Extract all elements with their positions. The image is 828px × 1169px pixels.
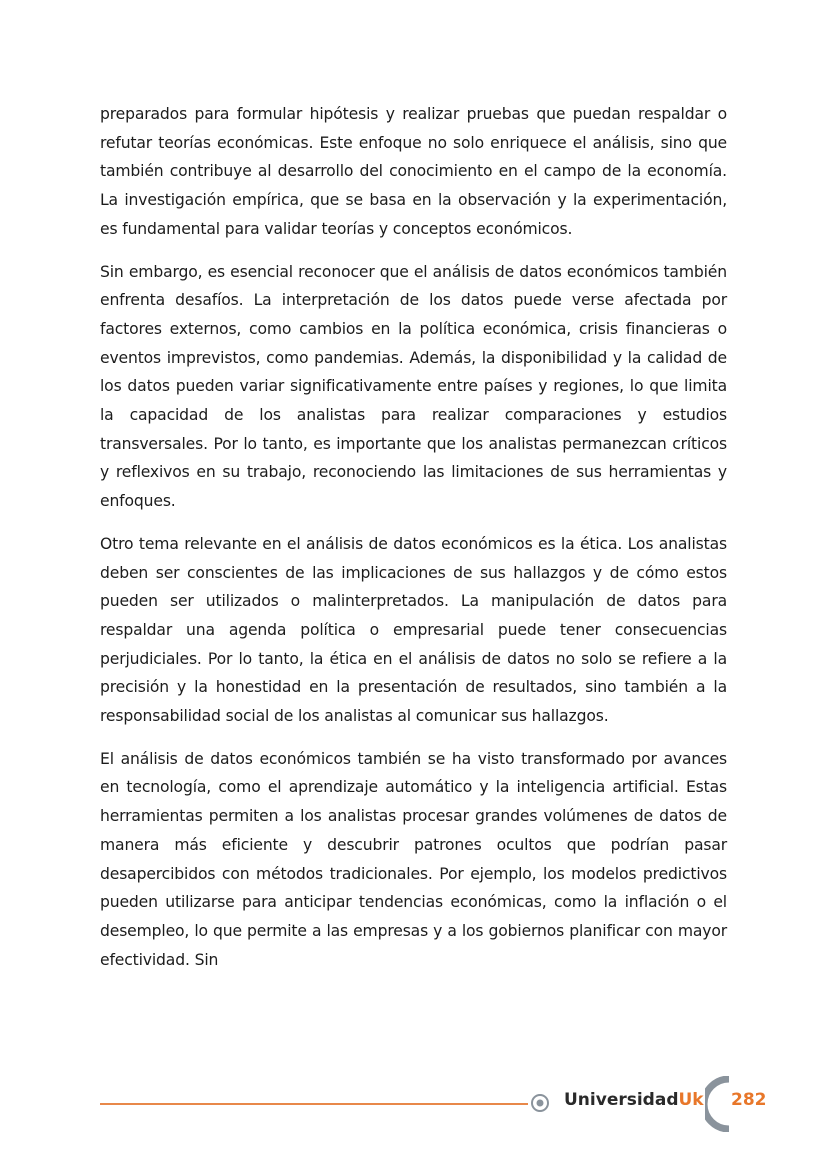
page-arc-icon bbox=[705, 1076, 733, 1132]
paragraph: Sin embargo, es esencial reconocer que el análisis de datos económicos también enfrenta desafíos. La interpretación de los datos puede verse afectada por factores externos, como cambios en la política económica, crisis financieras o eventos imprevistos, como pandemias. Además, la disponibilidad y la calidad de los datos pueden variar significativamente entre países y regiones, lo que limita la capacidad de los analistas para realizar comparaciones y estudios transversales. Por lo tanto, es importante que los analistas permanezcan críticos y reflexivos en su trabajo, reconociendo las limitaciones de sus herramientas y enfoques. bbox=[100, 262, 727, 511]
page-footer bbox=[100, 1076, 780, 1132]
page-number: 282 bbox=[731, 1090, 767, 1110]
paragraph: preparados para formular hipótesis y realizar pruebas que puedan respaldar o refutar teorías económicas. Este enfoque no solo enriquece el análisis, sino que también contribuye al desarrollo del conocimiento en el campo de la economía. La investigación empírica, que se basa en la observación y la experimentación, es fundamental para validar teorías y conceptos económicos. bbox=[100, 105, 727, 238]
brand-logo bbox=[564, 1090, 704, 1110]
paragraph: Otro tema relevante en el análisis de datos económicos es la ética. Los analistas deben ser conscientes de las implicaciones de sus hallazgos y de cómo estos pueden ser utilizados o malinterpretados. La manipulación de datos para respaldar una agenda política o empresarial puede tener consecuencias perjudiciales. Por lo tanto, la ética en el análisis de datos no solo se refiere a la precisión y la honestidad en la presentación de resultados, sino también a la responsabilidad social de los analistas al comunicar sus hallazgos. bbox=[100, 534, 727, 726]
footer-divider bbox=[100, 1103, 528, 1105]
circle-dot-icon bbox=[530, 1093, 550, 1113]
brand-name: Universidad bbox=[564, 1090, 679, 1110]
paragraph: El análisis de datos económicos también se ha visto transformado por avances en tecnología, como el aprendizaje automático y la inteligencia artificial. Estas herramientas permiten a los analistas procesar grandes volúmenes de datos de manera más eficiente y descubrir patrones ocultos que podrían pasar desapercibidos con métodos tradicionales. Por ejemplo, los modelos predictivos pueden utilizarse para anticipar tendencias económicas, como la inflación o el desempleo, lo que permite a las empresas y a los gobiernos planificar con mayor efectividad. Sin bbox=[100, 749, 727, 969]
page-body bbox=[100, 100, 727, 988]
brand-suffix: Uk bbox=[678, 1090, 704, 1110]
